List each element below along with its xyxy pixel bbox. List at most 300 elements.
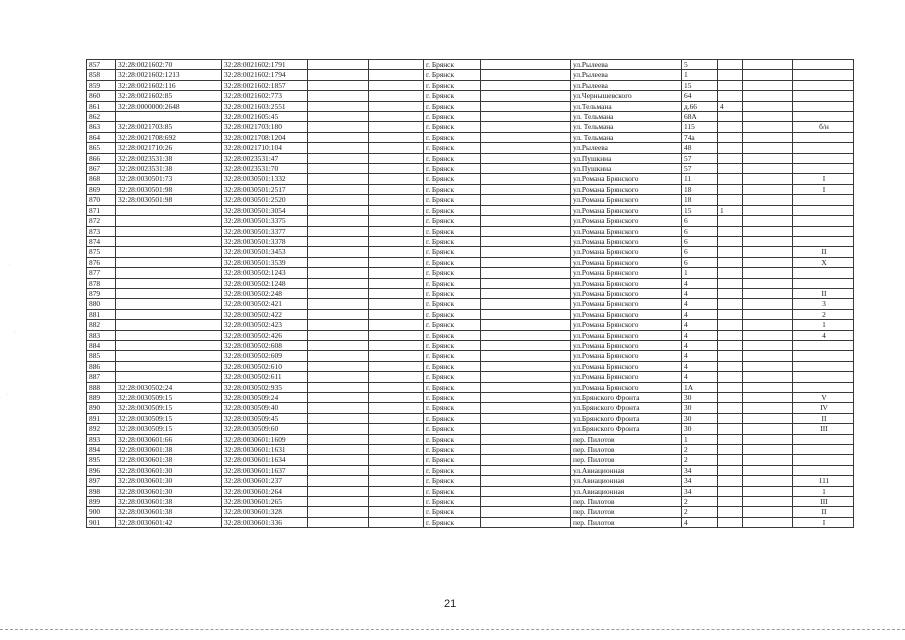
building-cell xyxy=(718,424,743,434)
empty-cell xyxy=(743,60,793,70)
parcel-number-cell: 32:28:0021703:85 xyxy=(116,122,222,132)
building-cell xyxy=(718,455,743,465)
object-number-cell: 32:28:0030509:24 xyxy=(222,393,308,403)
building-cell: 1 xyxy=(718,205,743,215)
empty-cell xyxy=(308,372,369,382)
street-cell: ул.Романа Брянского xyxy=(571,257,682,267)
table-row xyxy=(87,60,854,70)
empty-cell xyxy=(308,60,369,70)
empty-cell xyxy=(481,517,571,527)
table-row xyxy=(87,330,854,340)
city-cell: г. Брянск xyxy=(424,205,481,215)
building-cell xyxy=(718,288,743,298)
table-row xyxy=(87,382,854,392)
empty-cell xyxy=(369,434,424,444)
empty-cell xyxy=(743,476,793,486)
empty-cell xyxy=(369,91,424,101)
empty-cell xyxy=(308,143,369,153)
parcel-number-cell xyxy=(116,288,222,298)
empty-cell xyxy=(369,465,424,475)
empty-cell xyxy=(369,476,424,486)
house-cell: 74а xyxy=(682,132,718,142)
row-number-cell: 877 xyxy=(87,268,116,278)
object-number-cell: 32:28:0030501:2517 xyxy=(222,184,308,194)
empty-cell xyxy=(481,288,571,298)
empty-cell xyxy=(481,122,571,132)
object-number-cell: 32:28:0030501:3377 xyxy=(222,226,308,236)
object-number-cell: 32:28:0030601:328 xyxy=(222,507,308,517)
empty-cell xyxy=(369,205,424,215)
city-cell: г. Брянск xyxy=(424,91,481,101)
premises-cell: II xyxy=(793,413,854,423)
premises-cell xyxy=(793,80,854,90)
empty-cell xyxy=(308,497,369,507)
parcel-number-cell: 32:28:0023531:38 xyxy=(116,153,222,163)
street-cell: ул.Романа Брянского xyxy=(571,340,682,350)
row-number-cell: 885 xyxy=(87,351,116,361)
object-number-cell: 32:28:0021605:45 xyxy=(222,112,308,122)
premises-cell xyxy=(793,195,854,205)
city-cell: г. Брянск xyxy=(424,497,481,507)
object-number-cell: 32:28:0030601:237 xyxy=(222,476,308,486)
empty-cell xyxy=(481,299,571,309)
row-number-cell: 890 xyxy=(87,403,116,413)
object-number-cell: 32:28:0021602:1791 xyxy=(222,60,308,70)
building-cell xyxy=(718,195,743,205)
empty-cell xyxy=(481,413,571,423)
empty-cell xyxy=(743,309,793,319)
city-cell: г. Брянск xyxy=(424,278,481,288)
parcel-number-cell xyxy=(116,247,222,257)
premises-cell xyxy=(793,132,854,142)
premises-cell xyxy=(793,236,854,246)
building-cell xyxy=(718,299,743,309)
building-cell xyxy=(718,143,743,153)
parcel-number-cell: 32:28:0030601:38 xyxy=(116,497,222,507)
city-cell: г. Брянск xyxy=(424,455,481,465)
empty-cell xyxy=(743,70,793,80)
building-cell xyxy=(718,486,743,496)
building-cell xyxy=(718,60,743,70)
empty-cell xyxy=(308,393,369,403)
table-row xyxy=(87,340,854,350)
empty-cell xyxy=(308,184,369,194)
object-number-cell: 32:28:0021708:1204 xyxy=(222,132,308,142)
building-cell xyxy=(718,445,743,455)
empty-cell xyxy=(481,132,571,142)
street-cell: пер. Пилотов xyxy=(571,507,682,517)
street-cell: ул.Романа Брянского xyxy=(571,288,682,298)
empty-cell xyxy=(743,112,793,122)
table-row xyxy=(87,174,854,184)
row-number-cell: 886 xyxy=(87,361,116,371)
object-number-cell: 32:28:0030509:40 xyxy=(222,403,308,413)
building-cell xyxy=(718,320,743,330)
empty-cell xyxy=(369,403,424,413)
street-cell: ул.Брянского Фронта xyxy=(571,393,682,403)
empty-cell xyxy=(369,70,424,80)
empty-cell xyxy=(369,424,424,434)
table-row xyxy=(87,507,854,517)
empty-cell xyxy=(369,330,424,340)
object-number-cell: 32:28:0030502:426 xyxy=(222,330,308,340)
empty-cell xyxy=(481,226,571,236)
table-row xyxy=(87,445,854,455)
table-row xyxy=(87,132,854,142)
row-number-cell: 898 xyxy=(87,486,116,496)
table-row xyxy=(87,216,854,226)
building-cell xyxy=(718,517,743,527)
row-number-cell: 872 xyxy=(87,216,116,226)
empty-cell xyxy=(308,351,369,361)
empty-cell xyxy=(743,340,793,350)
street-cell: ул.Романа Брянского xyxy=(571,330,682,340)
house-cell: 4 xyxy=(682,320,718,330)
empty-cell xyxy=(481,268,571,278)
empty-cell xyxy=(743,153,793,163)
premises-cell xyxy=(793,455,854,465)
house-cell: 34 xyxy=(682,476,718,486)
empty-cell xyxy=(481,153,571,163)
city-cell: г. Брянск xyxy=(424,372,481,382)
city-cell: г. Брянск xyxy=(424,403,481,413)
city-cell: г. Брянск xyxy=(424,174,481,184)
object-number-cell: 32:28:0021603:2551 xyxy=(222,101,308,111)
street-cell: ул.Романа Брянского xyxy=(571,226,682,236)
street-cell: ул.Романа Брянского xyxy=(571,247,682,257)
premises-cell: 4 xyxy=(793,330,854,340)
empty-cell xyxy=(481,60,571,70)
row-number-cell: 859 xyxy=(87,80,116,90)
empty-cell xyxy=(743,268,793,278)
table-row xyxy=(87,486,854,496)
premises-cell: II xyxy=(793,247,854,257)
empty-cell xyxy=(308,361,369,371)
street-cell: пер. Пилотов xyxy=(571,497,682,507)
empty-cell xyxy=(743,445,793,455)
street-cell: ул.Романа Брянского xyxy=(571,320,682,330)
city-cell: г. Брянск xyxy=(424,122,481,132)
house-cell: 15 xyxy=(682,205,718,215)
empty-cell xyxy=(481,320,571,330)
empty-cell xyxy=(481,247,571,257)
premises-cell xyxy=(793,205,854,215)
empty-cell xyxy=(308,236,369,246)
empty-cell xyxy=(481,143,571,153)
parcel-number-cell: 32:28:0030502:24 xyxy=(116,382,222,392)
scan-edge-line xyxy=(0,629,905,630)
house-cell: 4 xyxy=(682,278,718,288)
parcel-number-cell: 32:28:0021602:116 xyxy=(116,80,222,90)
street-cell: ул.Авиационная xyxy=(571,476,682,486)
house-cell: 1 xyxy=(682,434,718,444)
row-number-cell: 861 xyxy=(87,101,116,111)
row-number-cell: 878 xyxy=(87,278,116,288)
city-cell: г. Брянск xyxy=(424,309,481,319)
parcel-number-cell: 32:28:0030601:30 xyxy=(116,465,222,475)
house-cell: 4 xyxy=(682,340,718,350)
building-cell xyxy=(718,226,743,236)
empty-cell xyxy=(369,393,424,403)
building-cell xyxy=(718,413,743,423)
row-number-cell: 863 xyxy=(87,122,116,132)
city-cell: г. Брянск xyxy=(424,288,481,298)
city-cell: г. Брянск xyxy=(424,153,481,163)
house-cell: 34 xyxy=(682,465,718,475)
parcel-number-cell xyxy=(116,278,222,288)
building-cell xyxy=(718,153,743,163)
row-number-cell: 883 xyxy=(87,330,116,340)
empty-cell xyxy=(369,299,424,309)
street-cell: ул.Романа Брянского xyxy=(571,299,682,309)
empty-cell xyxy=(481,309,571,319)
table-row xyxy=(87,80,854,90)
premises-cell xyxy=(793,216,854,226)
house-cell: 4 xyxy=(682,517,718,527)
row-number-cell: 892 xyxy=(87,424,116,434)
empty-cell xyxy=(308,268,369,278)
parcel-number-cell xyxy=(116,226,222,236)
house-cell: 18 xyxy=(682,184,718,194)
premises-cell: X xyxy=(793,257,854,267)
parcel-number-cell: 32:28:0030601:38 xyxy=(116,507,222,517)
house-cell: 30 xyxy=(682,424,718,434)
premises-cell: IV xyxy=(793,403,854,413)
empty-cell xyxy=(743,80,793,90)
premises-cell xyxy=(793,278,854,288)
street-cell: пер. Пилотов xyxy=(571,434,682,444)
table-row xyxy=(87,195,854,205)
parcel-number-cell: 32:28:0021710:26 xyxy=(116,143,222,153)
house-cell: 2 xyxy=(682,455,718,465)
empty-cell xyxy=(308,382,369,392)
empty-cell xyxy=(743,351,793,361)
premises-cell xyxy=(793,226,854,236)
premises-cell: I xyxy=(793,174,854,184)
empty-cell xyxy=(369,455,424,465)
empty-cell xyxy=(369,413,424,423)
house-cell: 4 xyxy=(682,288,718,298)
empty-cell xyxy=(369,507,424,517)
building-cell xyxy=(718,507,743,517)
street-cell: ул.Пушкина xyxy=(571,164,682,174)
empty-cell xyxy=(308,153,369,163)
building-cell xyxy=(718,164,743,174)
empty-cell xyxy=(369,486,424,496)
table-row xyxy=(87,91,854,101)
object-number-cell: 32:28:0030501:3375 xyxy=(222,216,308,226)
premises-cell xyxy=(793,465,854,475)
building-cell xyxy=(718,132,743,142)
empty-cell xyxy=(743,413,793,423)
row-number-cell: 887 xyxy=(87,372,116,382)
premises-cell: 111 xyxy=(793,476,854,486)
empty-cell xyxy=(308,80,369,90)
parcel-number-cell: 32:28:0030509:15 xyxy=(116,413,222,423)
empty-cell xyxy=(308,309,369,319)
house-cell: 5 xyxy=(682,60,718,70)
house-cell: 64 xyxy=(682,91,718,101)
object-number-cell: 32:28:0030502:1248 xyxy=(222,278,308,288)
building-cell xyxy=(718,278,743,288)
empty-cell xyxy=(481,445,571,455)
row-number-cell: 858 xyxy=(87,70,116,80)
row-number-cell: 857 xyxy=(87,60,116,70)
street-cell: ул.Романа Брянского xyxy=(571,278,682,288)
row-number-cell: 881 xyxy=(87,309,116,319)
premises-cell xyxy=(793,91,854,101)
empty-cell xyxy=(308,403,369,413)
house-cell: 6 xyxy=(682,236,718,246)
empty-cell xyxy=(308,278,369,288)
empty-cell xyxy=(369,268,424,278)
object-number-cell: 32:28:0030502:608 xyxy=(222,340,308,350)
city-cell: г. Брянск xyxy=(424,101,481,111)
building-cell xyxy=(718,330,743,340)
empty-cell xyxy=(369,361,424,371)
city-cell: г. Брянск xyxy=(424,60,481,70)
street-cell: ул.Брянского Фронта xyxy=(571,413,682,423)
empty-cell xyxy=(743,247,793,257)
building-cell xyxy=(718,434,743,444)
house-cell: 6 xyxy=(682,226,718,236)
empty-cell xyxy=(308,465,369,475)
row-number-cell: 889 xyxy=(87,393,116,403)
street-cell: ул.Романа Брянского xyxy=(571,184,682,194)
table-row xyxy=(87,393,854,403)
premises-cell xyxy=(793,382,854,392)
building-cell xyxy=(718,216,743,226)
empty-cell xyxy=(308,445,369,455)
object-number-cell: 32:28:0030502:421 xyxy=(222,299,308,309)
house-cell: 34 xyxy=(682,486,718,496)
building-cell xyxy=(718,247,743,257)
row-number-cell: 862 xyxy=(87,112,116,122)
house-cell: 11 xyxy=(682,174,718,184)
house-cell: 4 xyxy=(682,330,718,340)
table-row xyxy=(87,122,854,132)
city-cell: г. Брянск xyxy=(424,257,481,267)
house-cell: 2 xyxy=(682,445,718,455)
row-number-cell: 897 xyxy=(87,476,116,486)
premises-cell: III xyxy=(793,497,854,507)
object-number-cell: 32:28:0030501:3539 xyxy=(222,257,308,267)
table-row xyxy=(87,164,854,174)
city-cell: г. Брянск xyxy=(424,393,481,403)
city-cell: г. Брянск xyxy=(424,143,481,153)
empty-cell xyxy=(481,497,571,507)
empty-cell xyxy=(743,424,793,434)
parcel-number-cell: 32:28:0030509:15 xyxy=(116,393,222,403)
table-row xyxy=(87,320,854,330)
city-cell: г. Брянск xyxy=(424,486,481,496)
premises-cell xyxy=(793,143,854,153)
house-cell: 4 xyxy=(682,361,718,371)
street-cell: ул.Чернышевского xyxy=(571,91,682,101)
empty-cell xyxy=(743,330,793,340)
empty-cell xyxy=(481,101,571,111)
building-cell xyxy=(718,393,743,403)
premises-cell: II xyxy=(793,507,854,517)
row-number-cell: 901 xyxy=(87,517,116,527)
city-cell: г. Брянск xyxy=(424,184,481,194)
object-number-cell: 32:28:0030502:248 xyxy=(222,288,308,298)
object-number-cell: 32:28:0030502:611 xyxy=(222,372,308,382)
parcel-number-cell xyxy=(116,205,222,215)
city-cell: г. Брянск xyxy=(424,268,481,278)
building-cell xyxy=(718,70,743,80)
empty-cell xyxy=(308,112,369,122)
row-number-cell: 894 xyxy=(87,445,116,455)
empty-cell xyxy=(369,122,424,132)
house-cell: 6 xyxy=(682,216,718,226)
street-cell: ул.Романа Брянского xyxy=(571,236,682,246)
empty-cell xyxy=(308,340,369,350)
empty-cell xyxy=(743,122,793,132)
parcel-number-cell: 32:28:0030601:38 xyxy=(116,445,222,455)
row-number-cell: 868 xyxy=(87,174,116,184)
premises-cell xyxy=(793,153,854,163)
street-cell: ул.Романа Брянского xyxy=(571,174,682,184)
street-cell: ул. Тельмана xyxy=(571,122,682,132)
empty-cell xyxy=(308,122,369,132)
empty-cell xyxy=(369,80,424,90)
row-number-cell: 869 xyxy=(87,184,116,194)
empty-cell xyxy=(369,517,424,527)
empty-cell xyxy=(743,403,793,413)
table-row xyxy=(87,288,854,298)
premises-cell: 1 xyxy=(793,320,854,330)
city-cell: г. Брянск xyxy=(424,340,481,350)
row-number-cell: 879 xyxy=(87,288,116,298)
row-number-cell: 860 xyxy=(87,91,116,101)
empty-cell xyxy=(308,320,369,330)
parcel-number-cell xyxy=(116,112,222,122)
street-cell: ул.Романа Брянского xyxy=(571,361,682,371)
premises-cell xyxy=(793,112,854,122)
city-cell: г. Брянск xyxy=(424,236,481,246)
empty-cell xyxy=(743,195,793,205)
parcel-number-cell: 32:28:0030509:15 xyxy=(116,403,222,413)
building-cell xyxy=(718,465,743,475)
street-cell: ул.Рылеева xyxy=(571,60,682,70)
empty-cell xyxy=(308,226,369,236)
parcel-number-cell: 32:28:0030509:15 xyxy=(116,424,222,434)
empty-cell xyxy=(481,330,571,340)
premises-cell xyxy=(793,60,854,70)
empty-cell xyxy=(369,174,424,184)
empty-cell xyxy=(369,309,424,319)
empty-cell xyxy=(481,486,571,496)
house-cell: 57 xyxy=(682,164,718,174)
table-row xyxy=(87,517,854,527)
table-row xyxy=(87,143,854,153)
city-cell: г. Брянск xyxy=(424,112,481,122)
building-cell xyxy=(718,476,743,486)
empty-cell xyxy=(369,153,424,163)
street-cell: ул.Брянского Фронта xyxy=(571,403,682,413)
row-number-cell: 900 xyxy=(87,507,116,517)
table-row xyxy=(87,361,854,371)
street-cell: ул.Романа Брянского xyxy=(571,351,682,361)
parcel-number-cell xyxy=(116,257,222,267)
empty-cell xyxy=(308,413,369,423)
table-row xyxy=(87,101,854,111)
empty-cell xyxy=(369,216,424,226)
empty-cell xyxy=(369,236,424,246)
empty-cell xyxy=(369,112,424,122)
object-number-cell: 32:28:0023531:70 xyxy=(222,164,308,174)
